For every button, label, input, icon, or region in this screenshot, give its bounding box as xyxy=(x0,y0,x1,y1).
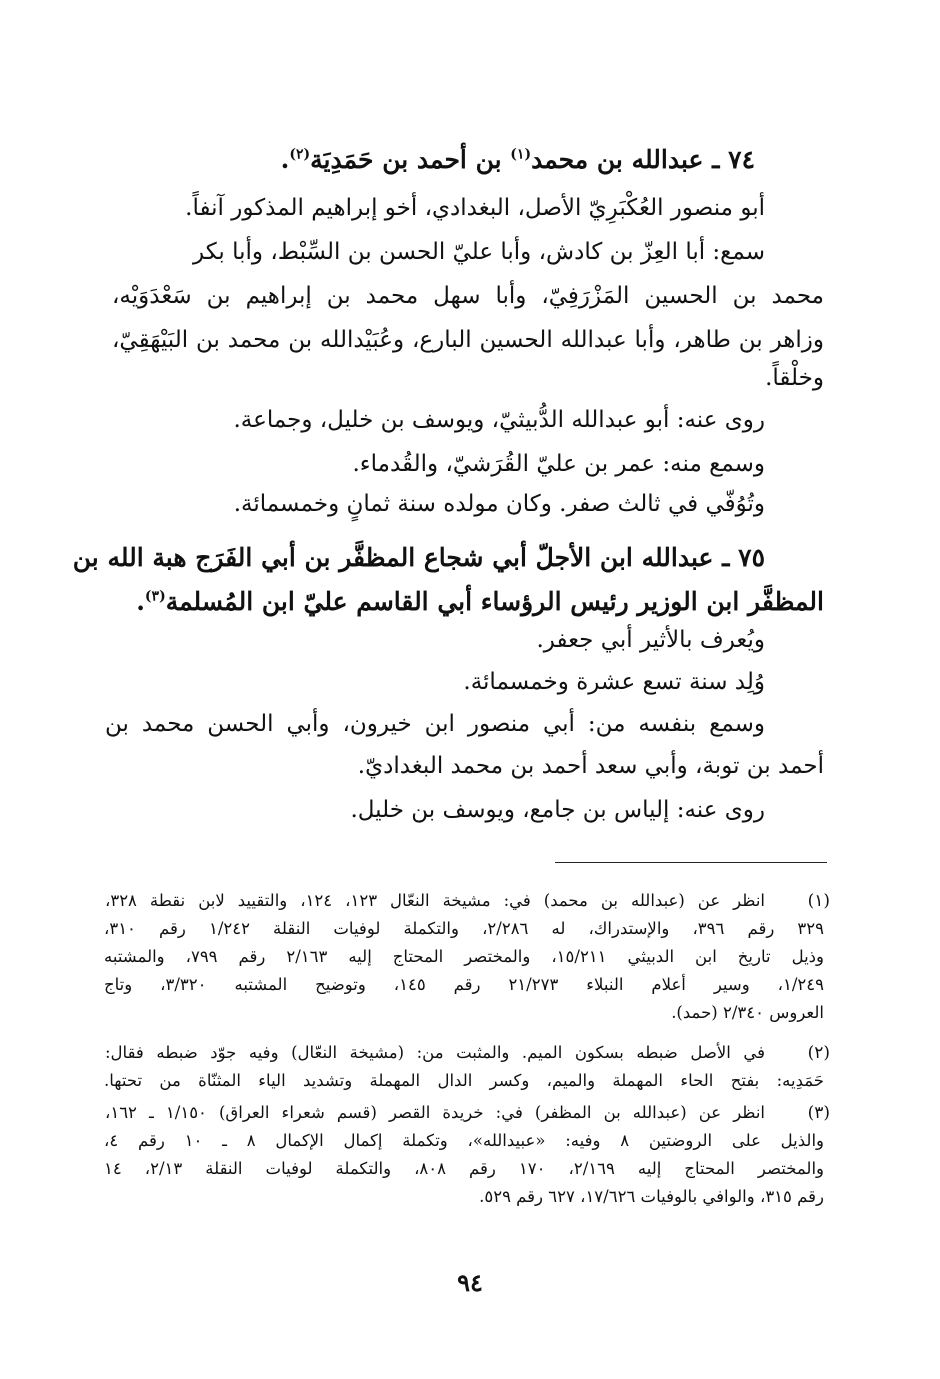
footnote-3-number: (٣) xyxy=(807,1103,830,1123)
footnote-1-line: انظر عن (عبدالله بن محمد) في: مشيخة النعّال ١٢٣، ١٢٤، والتقييد لابن نقطة ٣٢٨، xyxy=(105,891,765,910)
entry-74-line-4: وزاهر بن طاهر، وأبا عبدالله الحسين البارع، وعُبَيْدالله بن محمد بن البَيْهَقِيّ، xyxy=(112,327,824,353)
entry-75-title-end: . xyxy=(136,587,145,616)
entry-75-line-3: وسمع بنفسه من: أبي منصور ابن خيرون، وأبي الحسن محمد بن xyxy=(105,711,765,737)
entry-74-line-6: روى عنه: أبو عبدالله الدُّبيثيّ، ويوسف بن خليل، وجماعة. xyxy=(233,407,765,433)
footnote-ref-3: (٣) xyxy=(144,588,166,605)
footnote-1-line: ١/٢٤٩، وسير أعلام النبلاء ٢١/٢٧٣ رقم ١٤٥، وتوضيح المشتبه ٣/٣٢٠، وتاج xyxy=(104,975,824,994)
entry-75-title-main: المظفَّر ابن الوزير رئيس الرؤساء أبي القاسم عليّ ابن المُسلمة xyxy=(165,587,824,616)
footnote-2-line: في الأصل ضبطه بسكون الميم. والمثبت من: (مشيخة النعّال) وفيه جوّد ضبطه فقال: xyxy=(105,1043,765,1062)
entry-74-title xyxy=(35,140,755,180)
footnote-1-line: وذيل تاريخ ابن الدبيثي ١٥/٢١١، والمختصر المحتاج إليه ٢/١٦٣ رقم ٧٩٩، والمشتبه xyxy=(104,947,824,966)
entry-74-title-main: ٧٤ ـ عبدالله بن محمد xyxy=(531,145,755,174)
entry-74-line-5: وخلْقاً. xyxy=(765,365,824,391)
footnote-ref-2: (٢) xyxy=(289,146,311,163)
entry-74-title-end: . xyxy=(280,145,290,174)
footnote-3-line: رقم ٣١٥، والوافي بالوفيات ١٧/٦٢٦، ٦٢٧ رقم ٥٢٩. xyxy=(479,1187,824,1206)
entry-74-title-rest: بن أحمد بن حَمَدِيَة xyxy=(310,145,502,174)
entry-75-title-line-1: ٧٥ ـ عبدالله ابن الأجلّ أبي شجاع المظفَّر بن أبي الفَرَج هبة الله بن xyxy=(72,543,765,572)
page-number: ٩٤ xyxy=(457,1268,483,1297)
footnote-3-line: والمختصر المحتاج إليه ٢/١٦٩، ١٧٠ رقم ٨٠٨، والتكملة لوفيات النقلة ٢/١٣، ١٤ xyxy=(104,1159,825,1178)
entry-74-line-7: وسمع منه: عمر بن عليّ القُرَشيّ، والقُدماء. xyxy=(352,451,765,477)
entry-75-line-5: روى عنه: إلياس بن جامع، ويوسف بن خليل. xyxy=(350,797,765,823)
entry-74-line-8: وتُوُفّي في ثالث صفر. وكان مولده سنة ثمانٍ وخمسمائة. xyxy=(233,491,765,517)
entry-75-line-4: أحمد بن توبة، وأبي سعد أحمد بن محمد البغداديّ. xyxy=(357,753,824,779)
footnote-separator xyxy=(555,862,827,863)
entry-75-line-1: ويُعرف بالأثير أبي جعفر. xyxy=(536,627,765,653)
footnote-3-line: انظر عن (عبدالله بن المظفر) في: خريدة القصر (قسم شعراء العراق) ١/١٥٠ ـ ١٦٢، xyxy=(105,1103,766,1122)
footnote-3-line: والذيل على الروضتين ٨ وفيه: «عبيدالله»، وتكملة إكمال الإكمال ٨ ـ ١٠ رقم ٤، xyxy=(104,1131,825,1150)
footnote-2-line: حَمَدِيه: بفتح الحاء المهملة والميم، وكسر الدال المهملة وتشديد الياء المثنّاة من تحتها. xyxy=(104,1071,824,1090)
entry-74-line-1: أبو منصور العُكْبَرِيّ الأصل، البغدادي، أخو إبراهيم المذكور آنفاً. xyxy=(185,195,765,221)
footnote-1-line: العروس ٢/٣٤٠ (حمد). xyxy=(671,1003,824,1022)
footnote-1-number: (١) xyxy=(807,891,830,911)
entry-75-title-line-2 xyxy=(104,582,824,622)
footnote-1-line: ٣٢٩ رقم ٣٩٦، والإستدراك، له ٢/٢٨٦، والتكملة لوفيات النقلة ١/٢٤٢ رقم ٣١٠، xyxy=(104,919,825,938)
entry-74-line-3: محمد بن الحسين المَزْرَفِيّ، وأبا سهل محمد بن إبراهيم بن سَعْدَوَيْه، xyxy=(112,283,824,309)
entry-75-line-2: وُلِد سنة تسع عشرة وخمسمائة. xyxy=(463,669,765,695)
footnote-2-number: (٢) xyxy=(807,1043,830,1063)
entry-74-line-2: سمع: أبا العِزّ بن كادش، وأبا عليّ الحسن بن السِّبْط، وأبا بكر xyxy=(193,239,765,265)
footnote-ref-1: (١) xyxy=(510,146,532,163)
